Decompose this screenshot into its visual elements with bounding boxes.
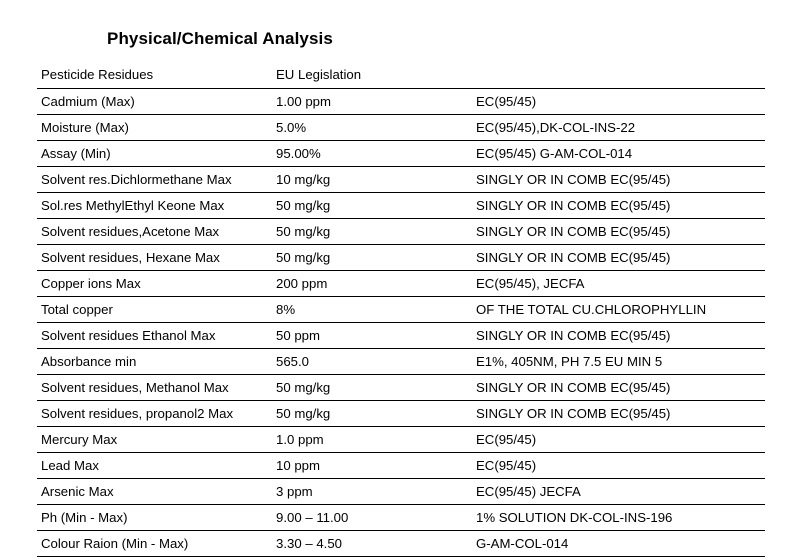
cell-reference: SINGLY OR IN COMB EC(95/45) bbox=[472, 193, 765, 219]
cell-reference: EC(95/45) bbox=[472, 453, 765, 479]
cell-parameter: Colour Raion (Min - Max) bbox=[37, 531, 272, 557]
cell-parameter: Solvent res.Dichlormethane Max bbox=[37, 167, 272, 193]
page-title: Physical/Chemical Analysis bbox=[107, 29, 333, 48]
table-row bbox=[37, 349, 765, 375]
cell-value: 565.0 bbox=[272, 349, 472, 375]
cell-reference: SINGLY OR IN COMB EC(95/45) bbox=[472, 375, 765, 401]
table-row bbox=[37, 141, 765, 167]
cell-value: 200 ppm bbox=[272, 271, 472, 297]
table-row bbox=[37, 401, 765, 427]
cell-value: 50 mg/kg bbox=[272, 375, 472, 401]
table-header bbox=[37, 62, 765, 89]
cell-reference: EC(95/45) G-AM-COL-014 bbox=[472, 141, 765, 167]
cell-reference: SINGLY OR IN COMB EC(95/45) bbox=[472, 219, 765, 245]
table-row bbox=[37, 375, 765, 401]
table-row bbox=[37, 531, 765, 557]
cell-value: 10 ppm bbox=[272, 453, 472, 479]
cell-reference: EC(95/45),DK-COL-INS-22 bbox=[472, 115, 765, 141]
table-row bbox=[37, 89, 765, 115]
cell-parameter: Moisture (Max) bbox=[37, 115, 272, 141]
cell-parameter: Assay (Min) bbox=[37, 141, 272, 167]
cell-value: 50 mg/kg bbox=[272, 219, 472, 245]
table-body bbox=[37, 89, 765, 557]
cell-parameter: Copper ions Max bbox=[37, 271, 272, 297]
cell-reference: E1%, 405NM, PH 7.5 EU MIN 5 bbox=[472, 349, 765, 375]
cell-parameter: Solvent residues Ethanol Max bbox=[37, 323, 272, 349]
cell-reference: G-AM-COL-014 bbox=[472, 531, 765, 557]
table-header-row bbox=[37, 62, 765, 89]
cell-parameter: Arsenic Max bbox=[37, 479, 272, 505]
cell-parameter: Absorbance min bbox=[37, 349, 272, 375]
cell-parameter: Sol.res MethylEthyl Keone Max bbox=[37, 193, 272, 219]
cell-value: 10 mg/kg bbox=[272, 167, 472, 193]
cell-parameter: Solvent residues, Methanol Max bbox=[37, 375, 272, 401]
cell-value: 1.0 ppm bbox=[272, 427, 472, 453]
cell-parameter: Solvent residues,Acetone Max bbox=[37, 219, 272, 245]
cell-value: 50 mg/kg bbox=[272, 193, 472, 219]
table-row bbox=[37, 297, 765, 323]
table-row bbox=[37, 323, 765, 349]
cell-value: 5.0% bbox=[272, 115, 472, 141]
cell-value: 50 ppm bbox=[272, 323, 472, 349]
table-row bbox=[37, 505, 765, 531]
table-row bbox=[37, 245, 765, 271]
table-row bbox=[37, 219, 765, 245]
table-row bbox=[37, 453, 765, 479]
cell-value: 3.30 – 4.50 bbox=[272, 531, 472, 557]
cell-parameter: Lead Max bbox=[37, 453, 272, 479]
column-header-legislation: EU Legislation bbox=[272, 62, 472, 89]
cell-reference: OF THE TOTAL CU.CHLOROPHYLLIN bbox=[472, 297, 765, 323]
cell-reference: EC(95/45) bbox=[472, 427, 765, 453]
cell-reference: EC(95/45), JECFA bbox=[472, 271, 765, 297]
cell-reference: SINGLY OR IN COMB EC(95/45) bbox=[472, 245, 765, 271]
cell-value: 50 mg/kg bbox=[272, 401, 472, 427]
cell-parameter: Total copper bbox=[37, 297, 272, 323]
cell-value: 50 mg/kg bbox=[272, 245, 472, 271]
table-row bbox=[37, 427, 765, 453]
cell-value: 1.00 ppm bbox=[272, 89, 472, 115]
cell-reference: EC(95/45) bbox=[472, 89, 765, 115]
table-row bbox=[37, 167, 765, 193]
table-row bbox=[37, 193, 765, 219]
analysis-table bbox=[37, 62, 765, 557]
cell-parameter: Cadmium (Max) bbox=[37, 89, 272, 115]
cell-reference: 1% SOLUTION DK-COL-INS-196 bbox=[472, 505, 765, 531]
cell-reference: SINGLY OR IN COMB EC(95/45) bbox=[472, 167, 765, 193]
cell-value: 95.00% bbox=[272, 141, 472, 167]
cell-reference: EC(95/45) JECFA bbox=[472, 479, 765, 505]
analysis-table-container bbox=[37, 62, 765, 557]
table-row bbox=[37, 115, 765, 141]
column-header-reference bbox=[472, 62, 765, 89]
cell-value: 8% bbox=[272, 297, 472, 323]
cell-parameter: Solvent residues, propanol2 Max bbox=[37, 401, 272, 427]
cell-reference: SINGLY OR IN COMB EC(95/45) bbox=[472, 323, 765, 349]
cell-parameter: Mercury Max bbox=[37, 427, 272, 453]
table-row bbox=[37, 479, 765, 505]
cell-parameter: Ph (Min - Max) bbox=[37, 505, 272, 531]
cell-parameter: Solvent residues, Hexane Max bbox=[37, 245, 272, 271]
cell-value: 9.00 – 11.00 bbox=[272, 505, 472, 531]
table-row bbox=[37, 271, 765, 297]
cell-reference: SINGLY OR IN COMB EC(95/45) bbox=[472, 401, 765, 427]
column-header-parameter: Pesticide Residues bbox=[37, 62, 272, 89]
cell-value: 3 ppm bbox=[272, 479, 472, 505]
